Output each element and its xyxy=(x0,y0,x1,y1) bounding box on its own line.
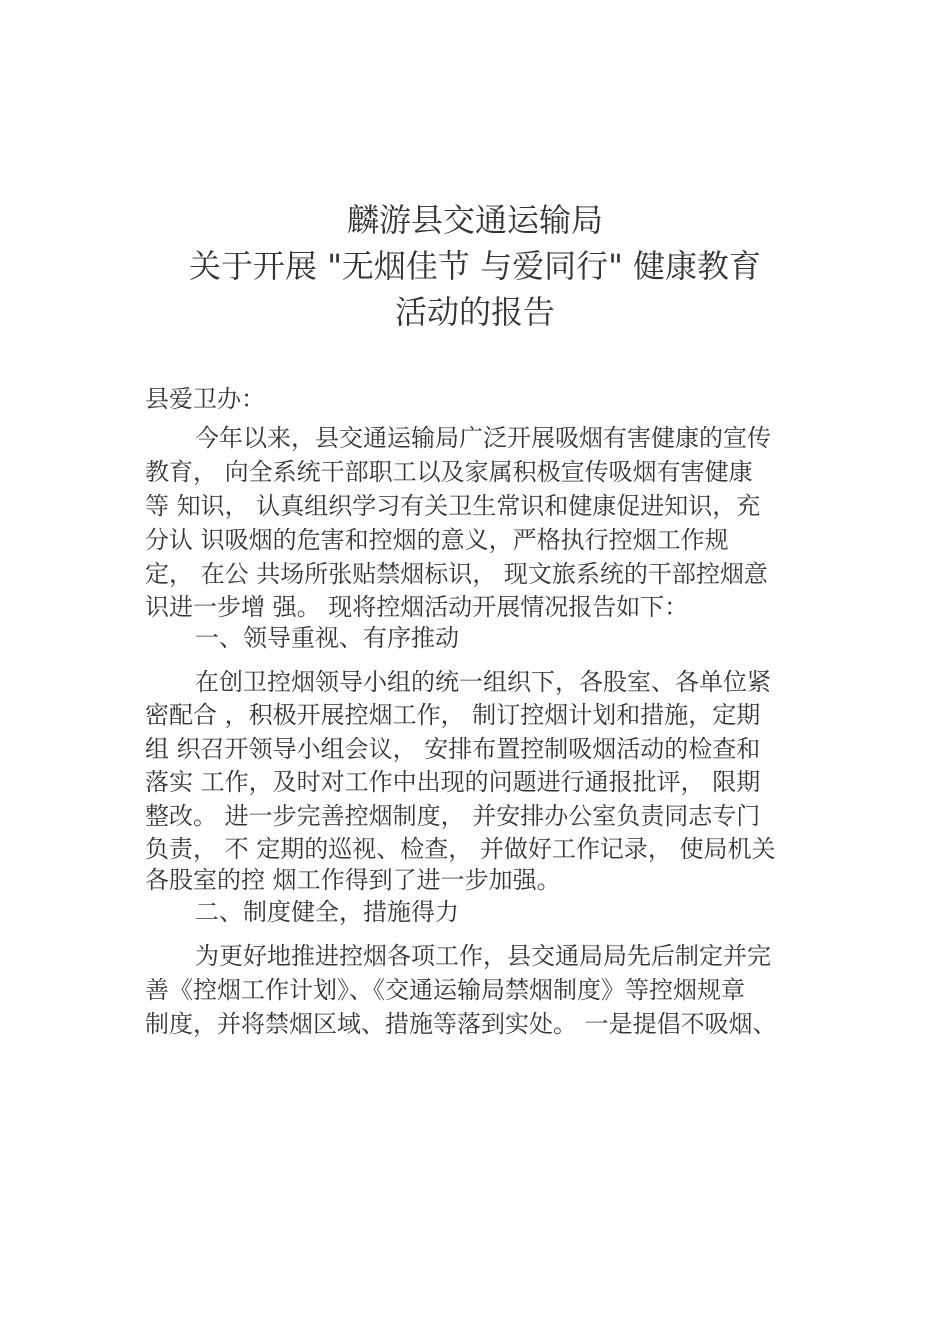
title-line-2: 关于开展 "无烟佳节 与爱同行" 健康教育 xyxy=(189,247,761,285)
paragraph-1-line: 识进一步增 强。 现将控烟活动开展情况报告如下： xyxy=(145,593,689,621)
paragraph-3-line: 制度，并将禁烟区域、措施等落到实处。 一是提倡不吸烟、 xyxy=(145,1010,777,1038)
paragraph-2-line: 负责， 不 定期的巡视、检查， 并做好工作记录， 使局机关 xyxy=(145,835,776,863)
paragraph-3-line: 为更好地推进控烟各项工作，县交通局局先后制定并完 xyxy=(195,942,771,970)
paragraph-2-line: 各股室的控 烟工作得到了进一步加强。 xyxy=(145,866,561,894)
section-heading-1: 一、领导重视、有序推动 xyxy=(195,624,459,652)
paragraph-2-line: 落实 工作，及时对工作中出现的问题进行通报批评， 限期 xyxy=(145,768,761,796)
salutation: 县爱卫办： xyxy=(145,385,265,413)
paragraph-1-line: 定， 在公 共场所张贴禁烟标识， 现文旅系统的干部控烟意 xyxy=(145,560,768,588)
paragraph-2-line: 整改。 进一步完善控烟制度， 并安排办公室负责同志专门 xyxy=(145,802,761,830)
paragraph-1-line: 今年以来，县交通运输局广泛开展吸烟有害健康的宣传 xyxy=(195,424,771,452)
paragraph-2-line: 组 织召开领导小组会议， 安排布置控制吸烟活动的检查和 xyxy=(145,735,761,763)
paragraph-1-line: 教育， 向全系统干部职工以及家属积极宣传吸烟有害健康 xyxy=(145,458,753,486)
paragraph-1-line: 等 知识， 认真组织学习有关卫生常识和健康促进知识，充 xyxy=(145,492,761,520)
paragraph-1-line: 分认 识吸烟的危害和控烟的意义，严格执行控烟工作规 xyxy=(145,526,729,554)
paragraph-3-line: 善《控烟工作计划》、《交通运输局禁烟制度》等控烟规章 xyxy=(145,976,745,1004)
section-heading-2: 二、制度健全，措施得力 xyxy=(195,898,459,926)
title-line-1: 麟游县交通运输局 xyxy=(346,201,603,239)
paragraph-2-line: 密配合 ，积极开展控烟工作， 制订控烟计划和措施，定期 xyxy=(145,701,761,729)
paragraph-2-line: 在创卫控烟领导小组的统一组织下，各股室、各单位紧 xyxy=(195,668,771,696)
title-line-3: 活动的报告 xyxy=(394,293,555,331)
